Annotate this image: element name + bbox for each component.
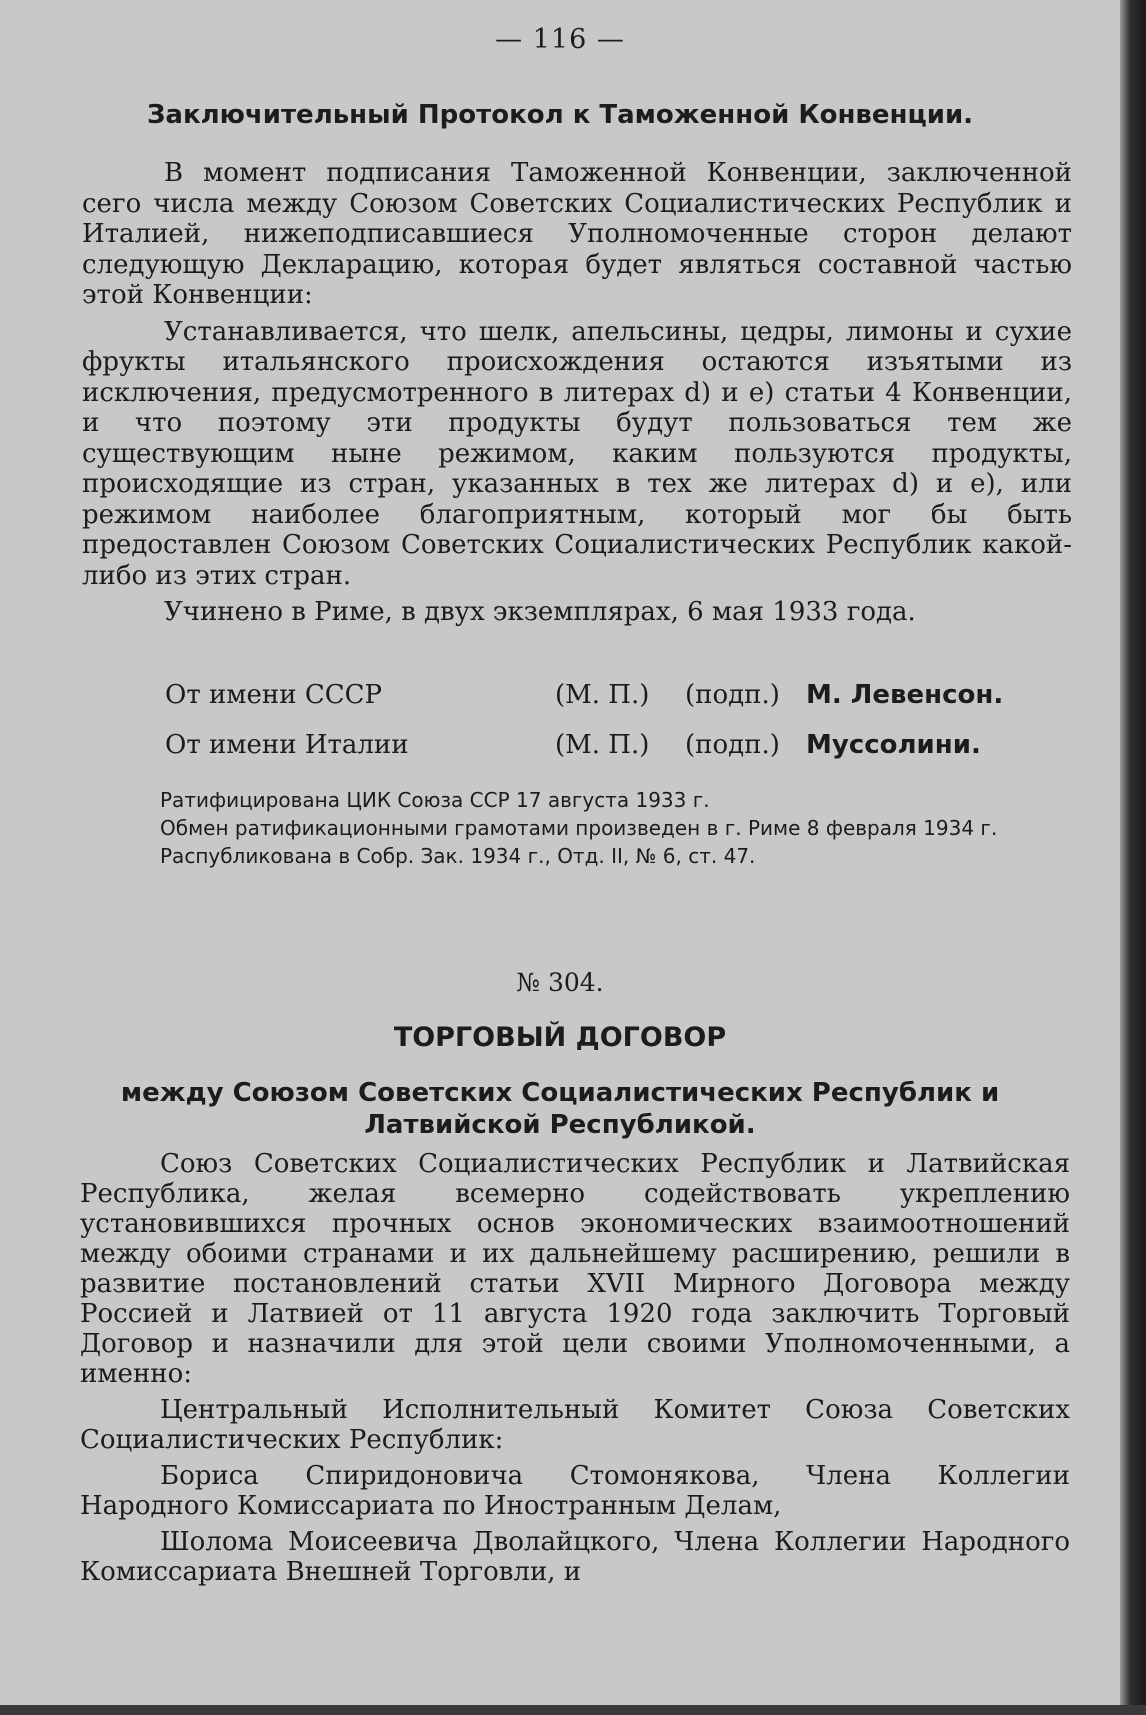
- signature-party: От имени СССР: [165, 680, 383, 710]
- page-edge-shadow: [1120, 0, 1146, 1715]
- page-bottom-edge: [0, 1705, 1146, 1715]
- signatory-name: Муссолини.: [806, 730, 981, 760]
- signature-party: От имени Италии: [165, 730, 409, 760]
- treaty-paragraph-3: Бориса Спиридоновича Стомонякова, Члена Коллегии Народного Комиссариата по Иностранным Делам,: [80, 1461, 1070, 1521]
- signature-signed: (подп.): [685, 680, 780, 710]
- protocol-paragraph-1: В момент подписания Таможенной Конвенции, заключенной сего числа между Союзом Советских Социалистических Республик и Италией, нижеподписавшиеся Уполномоченные сторон делают следующую Декларацию, которая будет являться составной частью этой Конвенции:: [82, 158, 1072, 310]
- note-published: Распубликована в Собр. Зак. 1934 г., Отд. II, № 6, ст. 47.: [160, 844, 756, 868]
- note-ratified: Ратифицирована ЦИК Союза ССР 17 августа 1933 г.: [160, 788, 710, 812]
- signature-seal: (М. П.): [555, 680, 650, 710]
- ratification-notes: [86, 786, 1076, 870]
- treaty-paragraph-1: Союз Советских Социалистических Республик и Латвийская Республика, желая всемерно содействовать укреплению установившихся прочных основ экономических взаимоотношений между обоими странами и их дальнейшему расширению, решили в развитие постановлений статьи XVII Мирного Договора между Россией и Латвией от 11 августа 1920 года заключить Торговый Договор и назначили для этой цели своими Уполномоченными, а именно:: [80, 1149, 1070, 1389]
- treaty-body: [80, 1149, 1070, 1587]
- page-number: — 116 —: [495, 24, 625, 55]
- signature-italy: [165, 730, 1065, 770]
- protocol-body: [82, 158, 1072, 628]
- note-exchange: Обмен ратификационными грамотами произведен в г. Риме 8 февраля 1934 г.: [160, 816, 998, 840]
- treaty-paragraph-2: Центральный Исполнительный Комитет Союза Советских Социалистических Республик:: [80, 1395, 1070, 1455]
- signature-signed: (подп.): [685, 730, 780, 760]
- treaty-paragraph-4: Шолома Моисеевича Дволайцкого, Члена Коллегии Народного Комиссариата Внешней Торговли, и: [80, 1527, 1070, 1587]
- document-number: № 304.: [516, 968, 604, 997]
- signatory-name: М. Левенсон.: [806, 680, 1004, 710]
- signature-seal: (М. П.): [555, 730, 650, 760]
- protocol-paragraph-2: Устанавливается, что шелк, апельсины, цедры, лимоны и сухие фрукты итальянского происхождения остаются изъятыми из исключения, предусмотренного в литерах d) и e) статьи 4 Конвенции, и что поэтому эти продукты будут пользоваться тем же существующим ныне режимом, каким пользуются продукты, происходящие из стран, указанных в тех же литерах d) и e), или режимом наиболее благоприятным, который мог бы быть предоставлен Союзом Советских Социалистических Республик какой-либо из этих стран.: [82, 316, 1072, 591]
- treaty-title: ТОРГОВЫЙ ДОГОВОР: [393, 1022, 727, 1053]
- protocol-done-at: Учинено в Риме, в двух экземплярах, 6 мая 1933 года.: [164, 597, 916, 627]
- signature-ussr: [165, 680, 1065, 720]
- treaty-subtitle: между Союзом Советских Социалистических Республик и Латвийской Республикой.: [120, 1078, 1000, 1140]
- protocol-title: Заключительный Протокол к Таможенной Конвенции.: [146, 100, 974, 130]
